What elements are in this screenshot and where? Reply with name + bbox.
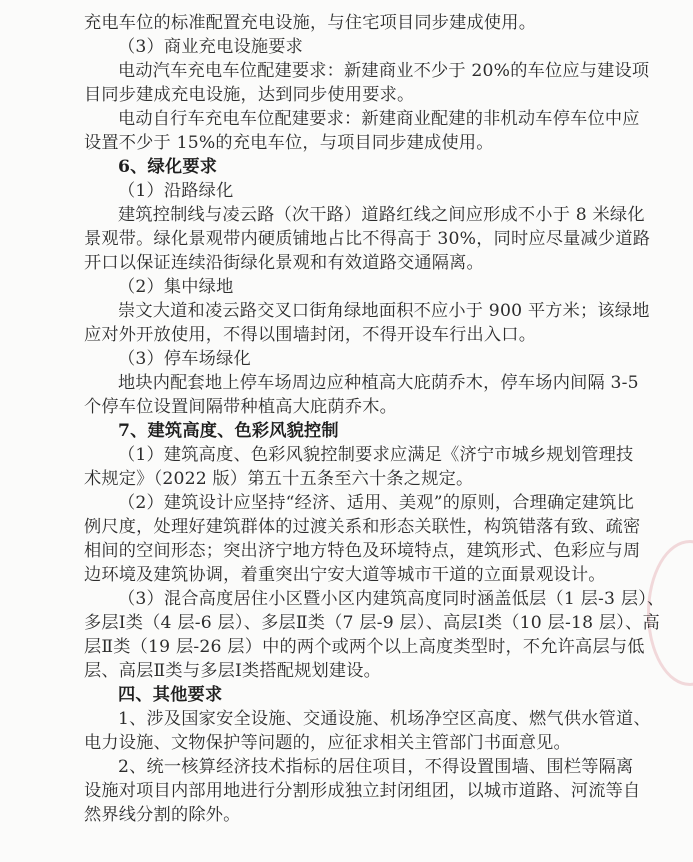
paragraph-line: （3）停车场绿化 (118, 349, 251, 369)
paragraph-line: 个停车位设置间隔带种植高大庇荫乔木。 (84, 397, 397, 417)
paragraph-line: 景观带。绿化景观带内硬质铺地占比不得高于 30%，同时应尽量减少道路 (84, 229, 651, 249)
paragraph-line: 边环境及建筑协调，着重突出宁安大道等城市干道的立面景观设计。 (84, 565, 606, 585)
paragraph-line: 层、高层Ⅱ类与多层Ⅰ类搭配规划建设。 (84, 661, 382, 681)
section-heading-line: 四、其他要求 (118, 685, 223, 705)
section-heading-line: 6、绿化要求 (118, 157, 218, 177)
paragraph-line: （2）集中绿地 (118, 277, 234, 297)
paragraph-line: 充电车位的标准配置充电设施，与住宅项目同步建成使用。 (84, 13, 537, 33)
paragraph-line: 术规定》（2022 版）第五十五条至六十条之规定。 (84, 469, 474, 489)
paragraph-line: 建筑控制线与凌云路（次干路）道路红线之间应形成不小于 8 米绿化 (118, 205, 645, 225)
paragraph-line: （1）沿路绿化 (118, 181, 234, 201)
paragraph-line: 多层Ⅰ类（4 层-6 层）、多层Ⅱ类（7 层-9 层）、高层Ⅰ类（10 层-18 层）、高 (84, 613, 660, 633)
paragraph-line: 崇文大道和凌云路交叉口街角绿地面积不应小于 900 平方米；该绿地 (118, 301, 650, 321)
paragraph-line: 设置不少于 15%的充电车位，与项目同步建成使用。 (84, 133, 494, 153)
paragraph-line: 然界线分割的除外。 (84, 805, 241, 825)
paragraph-line: 层Ⅱ类（19 层-26 层）中的两个或两个以上高度类型时，不允许高层与低 (84, 637, 645, 657)
paragraph-line: 例尺度，处理好建筑群体的过渡关系和形态关联性，构筑错落有致、疏密 (84, 517, 641, 537)
paragraph-line: 应对外开放使用，不得以围墙封闭，不得开设车行出入口。 (84, 325, 537, 345)
paragraph-line: 电动自行车充电车位配建要求：新建商业配建的非机动车停车位中应 (118, 109, 640, 129)
paragraph-line: （1）建筑高度、色彩风貌控制要求应满足《济宁市城乡规划管理技 (118, 445, 634, 465)
paragraph-line: 1、涉及国家安全设施、交通设施、机场净空区高度、燃气供水管道、 (118, 709, 651, 729)
paragraph-line: 设施对项目内部用地进行分割形成独立封闭组团，以城市道路、河流等自 (84, 781, 641, 801)
paragraph-line: 相间的空间形态；突出济宁地方特色及环境特点，建筑形式、色彩应与周 (84, 541, 641, 561)
paragraph-line: 地块内配套地上停车场周边应种植高大庇荫乔木，停车场内间隔 3-5 (118, 373, 639, 393)
paragraph-line: 电动汽车充电车位配建要求：新建商业不少于 20%的车位应与建设项 (118, 61, 650, 81)
paragraph-line: （3）混合高度居住小区暨小区内建筑高度同时涵盖低层（1 层-3 层）、 (118, 589, 665, 609)
paragraph-line: （3）商业充电设施要求 (118, 37, 304, 57)
paragraph-line: （2）建筑设计应坚持“经济、适用、美观”的原则，合理确定建筑比 (118, 493, 634, 513)
paragraph-line: 开口以保证连续沿街绿化景观和有效道路交通隔离。 (84, 253, 484, 273)
paragraph-line: 电力设施、文物保护等问题的，应征求相关主管部门书面意见。 (84, 733, 571, 753)
section-heading-line: 7、建筑高度、色彩风貌控制 (118, 421, 339, 441)
paragraph-line: 2、统一核算经济技术指标的居住项目，不得设置围墙、围栏等隔离 (118, 757, 634, 777)
paragraph-line: 目同步建成充电设施，达到同步使用要求。 (84, 85, 415, 105)
